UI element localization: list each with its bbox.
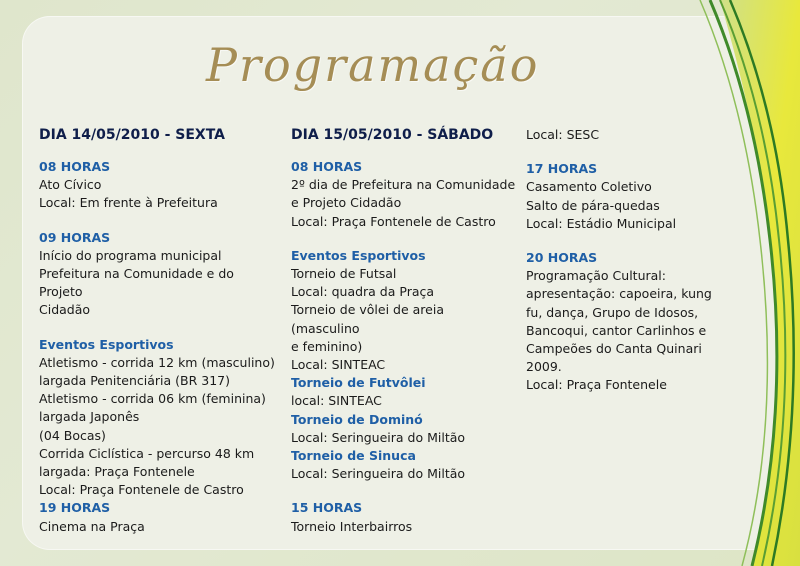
time-heading: 15 HORAS <box>291 500 363 516</box>
event-line: fu, dança, Grupo de Idosos, <box>526 304 699 320</box>
time-heading: 17 HORAS <box>526 161 598 177</box>
time-heading: 08 HORAS <box>39 159 111 174</box>
event-line: e Projeto Cidadão <box>291 195 402 211</box>
event-line: e feminino) <box>291 338 363 354</box>
section-heading: Eventos Esportivos <box>291 247 426 263</box>
section-heading: Torneio de Sinuca <box>291 448 416 464</box>
event-line: Bancoqui, cantor Carlinhos e <box>526 322 707 338</box>
event-line: Local: Estádio Municipal <box>526 215 677 231</box>
event-line: Início do programa municipal <box>39 247 222 263</box>
event-line: Local: Seringueira do Miltão <box>291 466 466 482</box>
event-line: Torneio de Futsal <box>291 266 397 282</box>
section-heading: Torneio de Dominó <box>291 411 423 427</box>
section-heading: Torneio de Futvôlei <box>291 375 426 391</box>
event-line: Atletismo - corrida 06 km (feminina) <box>39 391 266 407</box>
event-line: 2009. <box>526 359 562 375</box>
event-line: Local: SINTEAC <box>291 357 386 373</box>
event-line: (04 Bocas) <box>39 427 106 443</box>
event-line: Cinema na Praça <box>39 518 145 534</box>
event-line: local: SINTEAC <box>291 393 382 409</box>
event-line: Casamento Coletivo <box>526 179 652 195</box>
time-heading: 20 HORAS <box>526 250 598 266</box>
event-line: Salto de pára-quedas <box>526 197 660 213</box>
event-line: Local: Praça Fontenele de Castro <box>291 213 496 229</box>
event-line: Local: quadra da Praça <box>291 284 435 300</box>
event-line: Campeões do Canta Quinari <box>526 341 702 357</box>
time-heading: 08 HORAS <box>291 159 363 174</box>
event-line: Torneio de vôlei de areia (masculino <box>291 302 444 336</box>
event-line: Corrida Ciclística - percurso 48 km <box>39 445 255 461</box>
event-line: Local: Em frente à Prefeitura <box>39 195 218 211</box>
column-day-1 <box>39 126 279 536</box>
event-line: Local: SESC <box>526 127 600 142</box>
time-heading: 19 HORAS <box>39 500 111 516</box>
column-day-2-continued <box>526 126 716 395</box>
event-line: largada: Praça Fontenele <box>39 464 195 480</box>
event-line: Torneio Interbairros <box>291 518 413 534</box>
day-heading: DIA 15/05/2010 - SÁBADO <box>291 127 494 143</box>
column-day-2 <box>291 126 516 536</box>
page-title: Programação <box>206 38 540 92</box>
time-heading: 09 HORAS <box>39 229 111 245</box>
event-line: Atletismo - corrida 12 km (masculino) <box>39 354 275 370</box>
event-line: Cidadão <box>39 302 91 318</box>
event-line: 2º dia de Prefeitura na Comunidade <box>291 177 516 193</box>
event-line: Ato Cívico <box>39 177 102 193</box>
day-heading: DIA 14/05/2010 - SEXTA <box>39 127 225 143</box>
event-line: Programação Cultural: <box>526 268 666 284</box>
event-line: Local: Praça Fontenele de Castro <box>39 482 244 498</box>
event-line: largada Japonês <box>39 409 140 425</box>
event-line: Local: Praça Fontenele <box>526 377 667 393</box>
section-heading: Eventos Esportivos <box>39 336 174 352</box>
event-line: largada Penitenciária (BR 317) <box>39 373 231 389</box>
event-line: Local: Seringueira do Miltão <box>291 429 466 445</box>
event-line: Prefeitura na Comunidade e do Projeto <box>39 266 234 300</box>
event-line: apresentação: capoeira, kung <box>526 286 712 302</box>
